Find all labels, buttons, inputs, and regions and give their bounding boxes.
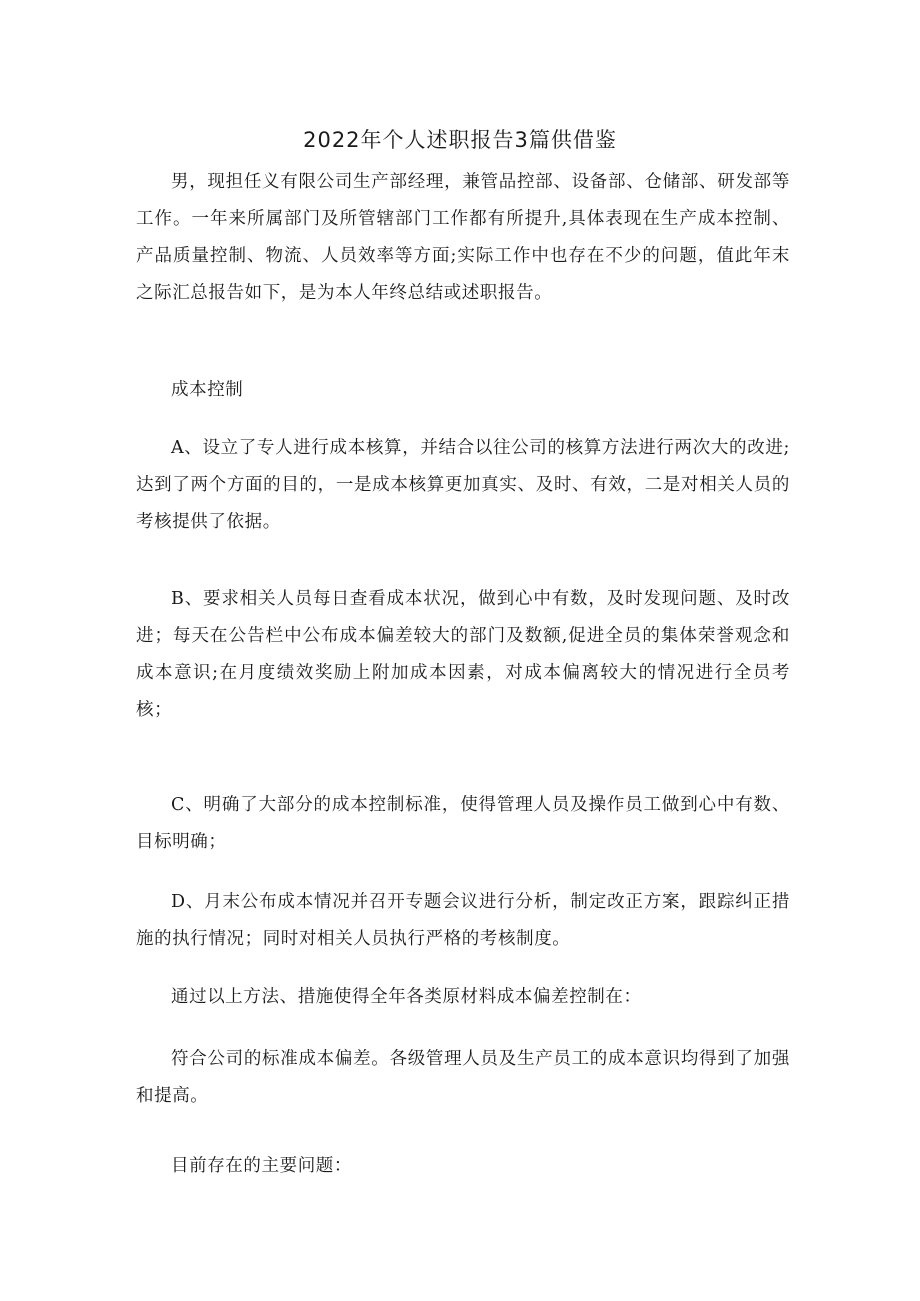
section-heading-problems: 目前存在的主要问题： xyxy=(171,1156,352,1176)
paragraph-item-d: D、月末公布成本情况并召开专题会议进行分析，制定改正方案，跟踪纠正措施的执行情况；同时对相关人员执行严格的考核制度。 xyxy=(136,892,790,949)
paragraph-item-a: A、设立了专人进行成本核算，并结合以往公司的核算方法进行两次大的改进;达到了两个方面的目的，一是成本核算更加真实、及时、有效，二是对相关人员的考核提供了依据。 xyxy=(136,438,790,532)
paragraph-item-c: C、明确了大部分的成本控制标准，使得管理人员及操作员工做到心中有数、目标明确； xyxy=(136,795,790,852)
section-heading-cost-control: 成本控制 xyxy=(171,380,244,400)
paragraph-item-b: B、要求相关人员每日查看成本状况，做到心中有数，及时发现问题、及时改进；每天在公告栏中公布成本偏差较大的部门及数额,促进全员的集体荣誉观念和成本意识;在月度绩效奖励上附加成本因素，对成本偏离较大的情况进行全员考核； xyxy=(136,589,790,720)
paragraph-result-intro: 通过以上方法、措施使得全年各类原材料成本偏差控制在： xyxy=(171,987,642,1007)
document-title: 2022年个人述职报告3篇供借鉴 xyxy=(303,128,617,152)
paragraph-intro: 男，现担任义有限公司生产部经理，兼管品控部、设备部、仓储部、研发部等工作。一年来所属部门及所管辖部门工作都有所提升,具体表现在生产成本控制、产品质量控制、物流、人员效率等方面;实际工作中也存在不少的问题，值此年末之际汇总报告如下，是为本人年终总结或述职报告。 xyxy=(136,172,790,303)
paragraph-result: 符合公司的标准成本偏差。各级管理人员及生产员工的成本意识均得到了加强和提高。 xyxy=(136,1049,790,1106)
